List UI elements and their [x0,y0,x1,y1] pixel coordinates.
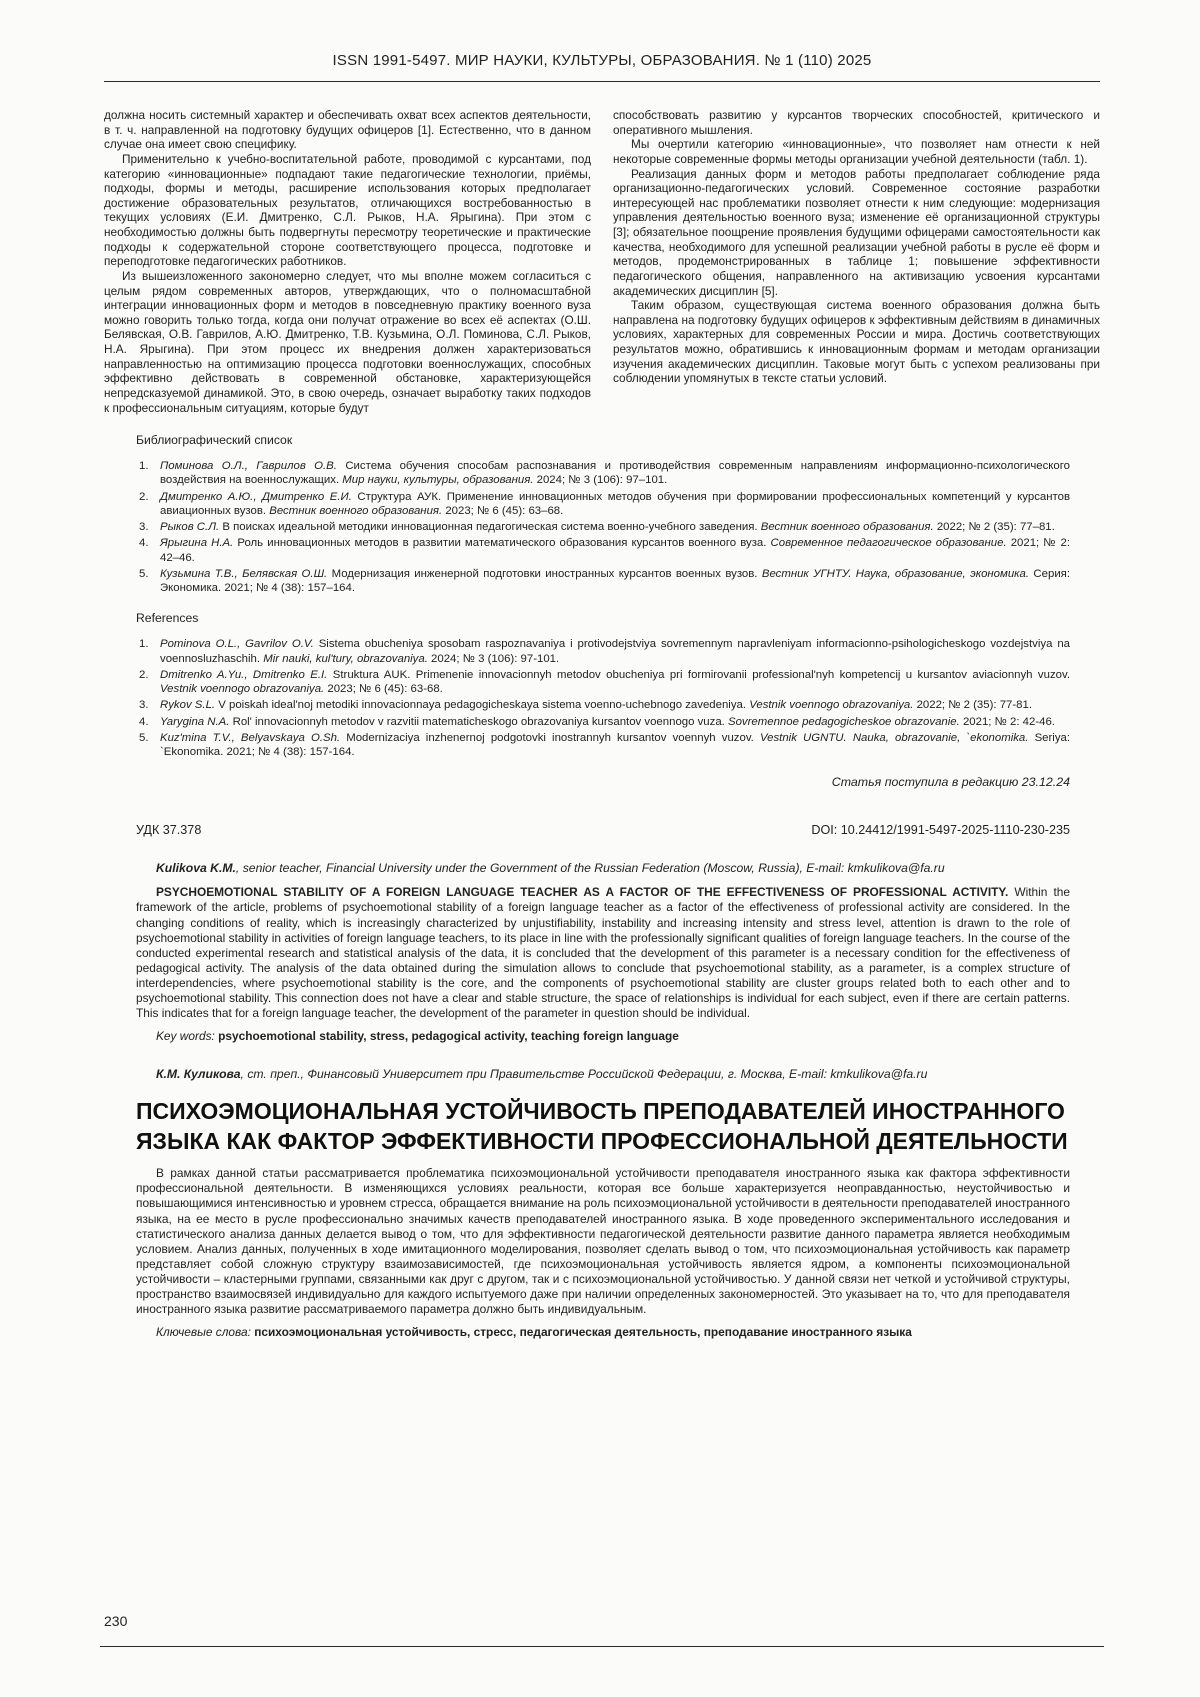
ref-authors: Дмитренко А.Ю., Дмитренко Е.И. [160,490,358,503]
column-left [104,108,591,415]
ref-tail: 2024; № 3 (106): 97–101. [536,474,668,487]
ref-authors: Ярыгина Н.А. [160,537,238,550]
keywords-ru [136,1325,1070,1339]
abstract-body-en: Within the framework of the article, problems of psychoemotional stability of a foreign language teacher as a factor of the effectiveness of professional activity are considered. In the changing conditions of reality, which is increasingly characterized by unjustifiability, instability and increasing intensity and stress level, attention is drawn to the role of psychoemotional stability in activities of foreign language teachers, to its place in line with the professionally significant qualities of foreign language teachers. In the course of the conducted experimental research and statistical analysis of the data, it is concluded that the development of this parameter is a necessary condition for the effectiveness of pedagogical activity. The analysis of the data obtained during the simulation allows to conclude that psychoemotional stability, as a parameter, is a complex structure of interdependencies, where psychoemotional stability is the core, and the components of psychoemotional stability are cluster groups related both to each other and to psychoemotional stability. This connection does not have a clear and stable structure, the space of relationships is individual for each subject, even if there are certain patterns. This indicates that for a foreign language teacher, the development of the parameter in question should be individual. [136,885,1070,1021]
keywords-text-en: psychoemotional stability, stress, pedagogical activity, teaching foreign language [218,1029,679,1044]
ref-source: Vestnik UGNTU. Nauka, obrazovanie, `ekonomika. [759,731,1035,744]
ref-authors: Поминова О.Л., Гаврилов О.В. [160,460,346,473]
doi-label: DOI: 10.24412/1991-5497-2025-1110-230-235 [811,823,1070,838]
ref-authors: Kuz'mina T.V., Belyavskaya O.Sh. [160,731,347,744]
ref-authors: Pominova O.L., Gavrilov O.V. [160,638,319,651]
ref-title: Struktura AUK. Primenenie innovacionnyh metodov obucheniya pri formirovanii professional'nyh kompetencij u kursantov aviacionnyh vuzov. [332,668,1071,681]
ref-authors: Yarygina N.A. [160,715,233,728]
ref-source: Vestnik voennogo obrazovaniya. [160,683,328,696]
ref-title: В поисках идеальной методики инновационная педагогическая система военно-учебного заведения. [222,521,761,534]
udk-label: УДК 37.378 [136,823,202,838]
ref-source: Vestnik voennogo obrazovaniya. [749,699,917,712]
ref-source: Sovremennoe pedagogicheskoe obrazovanie. [728,715,963,728]
ref-tail: Seriya: `Ekonomika. 2021; № 4 (38): 157-164. [160,731,1071,759]
author-line-en [136,861,1070,875]
paragraph: Из вышеизложенного закономерно следует, что мы вполне можем согласиться с целым рядом современных авторов, утверждающих, что о полномасштабной интеграции инновационных форм и методов в повседневную практику военного вуза можно говорить только тогда, когда они получат отражение во всех её аспектах (О.Ш. Белявская, О.В. Гаврилов, А.Ю. Дмитренко, Т.В. Кузьмина, О.Л. Поминова, С.Л. Рыков, Н.А. Ярыгина). При этом процесс их внедрения должен характеризоваться направленностью на оптимизацию процесса подготовки военнослужащих, способных эффективно действовать в современной обстановке, характеризующейся непредсказуемой динамикой. Это, в свою очередь, означает выработку таких подходов к профессиональным ситуациям, которые будут [104,268,591,415]
ref-source: Вестник военного образования. [760,521,937,534]
author-affiliation-en: , senior teacher, Financial University under the Government of the Russian Federation (Moscow, Russia), E-mail: kmkulikova@fa.ru [235,861,945,876]
ref-source: Вестник УГНТУ. Наука, образование, экономика. [761,567,1034,580]
keywords-en [136,1029,1070,1043]
ref-authors: Dmitrenko A.Yu., Dmitrenko E.I. [160,668,333,681]
author-line-ru [136,1067,1070,1081]
reference-item [136,698,1070,712]
two-column-text [104,108,1100,415]
paragraph: Мы очертили категорию «инновационные», что позволяет нам отнести к ней некоторые современные формы методы организации учебной деятельности (табл. 1). [613,137,1100,166]
abstract-title-en: PSYCHOEMOTIONAL STABILITY OF A FOREIGN LANGUAGE TEACHER AS A FACTOR OF THE EFFECTIVENESS OF PROFESSIONAL ACTIVITY. [156,885,1009,900]
ref-tail: 2024; № 3 (106): 97-101. [431,652,560,665]
author-name-en: Kulikova K.M. [156,861,236,876]
ref-tail: Серия: Экономика. 2021; № 4 (38): 157–164. [160,567,1071,595]
keywords-text-ru: психоэмоциональная устойчивость, стресс, педагогическая деятельность, преподавание иностранного языка [254,1325,912,1340]
reference-item [136,567,1070,596]
paragraph: Таким образом, существующая система военного образования должна быть направлена на подготовку будущих офицеров к эффективным действиям в динамичных условиях, характерных для современных России и мира. Достичь соответствующих результатов можно, обратившись к инновационным формам и методам организации изучения академических дисциплин. Таковые могут быть с успехом реализованы при соблюдении упомянутых в тексте статьи условий. [613,298,1100,386]
reference-item [136,459,1070,488]
ref-title: Sistema obucheniya sposobam raspoznavaniya i protivodejstviya sovremennym napravleniyam informacionno-psihologicheskogo vozdejstviya na voennosluzhaschih. [160,638,1070,665]
keywords-label-en: Key words: [156,1029,219,1044]
paragraph: Реализация данных форм и методов работы предполагает соблюдение ряда организационно-педагогических условий. Современное состояние разработки интересующей нас проблематики позволяет отнести к ним следующие: модернизация управления деятельностью военного вуза; изменение её организационной структуры [3]; обязательное поощрение проявления будущими офицерами самостоятельности как качества, необходимого для успешной реализации учебной работы в русле её форм и методов, продемонстрированных в таблице 1; повышение эффективности педагогического общения, направленного на активизацию усвоения курсантами академических дисциплин [5]. [613,166,1100,298]
ref-title: Роль инновационных методов в развитии математического образования курсантов военного вуза. [237,537,771,550]
ref-tail: 2022; № 2 (35): 77–81. [936,521,1055,534]
ref-authors: Rykov S.L. [160,699,219,712]
ref-tail: 2023; № 6 (45): 63–68. [445,504,564,517]
paragraph: способствовать развитию у курсантов творческих способностей, критического и оперативного мышления. [613,108,1100,137]
reference-item [136,731,1070,760]
ref-title: Модернизация инженерной подготовки иностранных курсантов военных вузов. [331,567,762,580]
reference-item [136,715,1070,729]
ref-title: Modernizaciya inzhenernoj podgotovki inostrannyh kursantov voennyh vuzov. [346,731,760,744]
issn-line: ISSN 1991-5497. МИР НАУКИ, КУЛЬТУРЫ, ОБРАЗОВАНИЯ. № 1 (110) 2025 [332,52,872,69]
bibliography-list-en [136,637,1070,759]
article-title-ru: ПСИХОЭМОЦИОНАЛЬНАЯ УСТОЙЧИВОСТЬ ПРЕПОДАВАТЕЛЕЙ ИНОСТРАННОГО ЯЗЫКА КАК ФАКТОР ЭФФЕКТИВНОСТИ ПРОФЕССИОНАЛЬНОЙ ДЕЯТЕЛЬНОСТИ [136,1098,1068,1154]
column-right [613,108,1100,415]
article-meta-row [136,823,1070,837]
paragraph: должна носить системный характер и обеспечивать охват всех аспектов деятельности, в т. ч. направленной на подготовку будущих офицеров [1]. Естественно, что в данном случае она имеет свою специфику. [104,108,591,152]
abstract-en [136,885,1070,1021]
journal-header [104,52,1100,82]
received-note: Статья поступила в редакцию 23.12.24 [831,775,1070,790]
paragraph: Применительно к учебно-воспитательной работе, проводимой с курсантами, под категорию «инновационные» подпадают такие педагогические технологии, приёмы, подходы, формы и методы, расширение использования которых предполагает достижение образовательных результатов, отличающихся востребованностью в текущих условиях (Е.И. Дмитренко, С.Л. Рыков, Н.А. Ярыгина). При этом с необходимостью должны быть подвергнуты пересмотру теоретические и практические подходы к содержательной стороне соответствующего процесса, подготовке и переподготовке педагогических работников. [104,151,591,269]
ref-tail: 2021; № 2: 42-46. [962,715,1055,728]
ref-tail: 2023; № 6 (45): 63-68. [327,683,443,696]
reference-item [136,520,1070,534]
ref-title: V poiskah ideal'noj metodiki innovacionnaya pedagogicheskaya sistema voenno-uchebnogo zavedeniya. [218,699,750,712]
reference-item [136,668,1070,697]
author-name-ru: К.М. Куликова [156,1067,241,1082]
bibliography-title-ru: Библиографический список [136,433,293,448]
reference-item [136,536,1070,565]
ref-source: Мир науки, культуры, образования. [342,474,537,487]
author-affiliation-ru: , ст. преп., Финансовый Университет при Правительстве Российской Федерации, г. Москва, E-mail: kmkulikova@fa.ru [240,1067,928,1082]
page-number: 230 [104,1613,128,1629]
ref-source: Современное педагогическое образование. [770,537,1011,550]
reference-item [136,637,1070,666]
ref-source: Mir nauki, kul'tury, obrazovaniya. [263,652,432,665]
ref-title: Структура АУК. Применение инновационных методов обучения при формировании профессиональных компетенций у курсантов авиационных вузов. [160,490,1070,517]
ref-tail: 2022; № 2 (35): 77-81. [916,699,1033,712]
ref-authors: Кузьмина Т.В., Белявская О.Ш. [160,567,332,580]
bibliography-title-en: References [136,611,199,626]
reference-item [136,490,1070,519]
footer-rule [100,1646,1104,1647]
ref-source: Вестник военного образования. [269,504,446,517]
ref-title: Rol' innovacionnyh metodov v razvitii matematicheskogo obrazovaniya kursantov voennogo vuza. [232,715,728,728]
abstract-ru: В рамках данной статьи рассматривается проблематика психоэмоциональной устойчивости преподавателя иностранного языка как фактора эффективности профессиональной деятельности. В изменяющихся условиях реальности, которая все больше характеризуется неоправданностью, неустойчивостью и повышающимися интенсивностью и уровнем стресса, обращается внимание на роль психоэмоциональной устойчивости в деятельности преподавателей иностранного языка, на ее место в русле профессионально значимых качеств преподавателей иностранного языка. В ходе проведенного экспериментального исследования и статистического анализа данных делается вывод о том, что для эффективности педагогической деятельности развитие данного параметра является необходимым условием. Анализ данных, полученных в ходе имитационного моделирования, позволяет сделать вывод о том, что психоэмоциональная устойчивость как параметр представляет собой сложную структуру взаимозависимостей, где психоэмоциональная устойчивость является ядром, а компоненты психоэмоциональной устойчивости – кластерными группами, связанными как друг с другом, так и с психоэмоциональной устойчивостью. У данной связи нет четкой и устойчивой структуры, пространство взаимосвязей индивидуально для каждого испытуемого даже при наличии определенных закономерностей. Это указывает на то, что для преподавателя иностранного языка развитие рассматриваемого параметра должно быть индивидуальным. [136,1166,1070,1317]
ref-title: Система обучения способам распознавания и противодействия современным направлениям информационно-психологического воздействия на военнослужащих. [160,460,1070,487]
ref-tail: 2021; № 2: 42–46. [160,537,1070,564]
ref-authors: Рыков С.Л. [160,521,223,534]
keywords-label-ru: Ключевые слова: [156,1325,255,1340]
bibliography-list-ru [136,459,1070,595]
bibliography-section [136,433,1070,759]
